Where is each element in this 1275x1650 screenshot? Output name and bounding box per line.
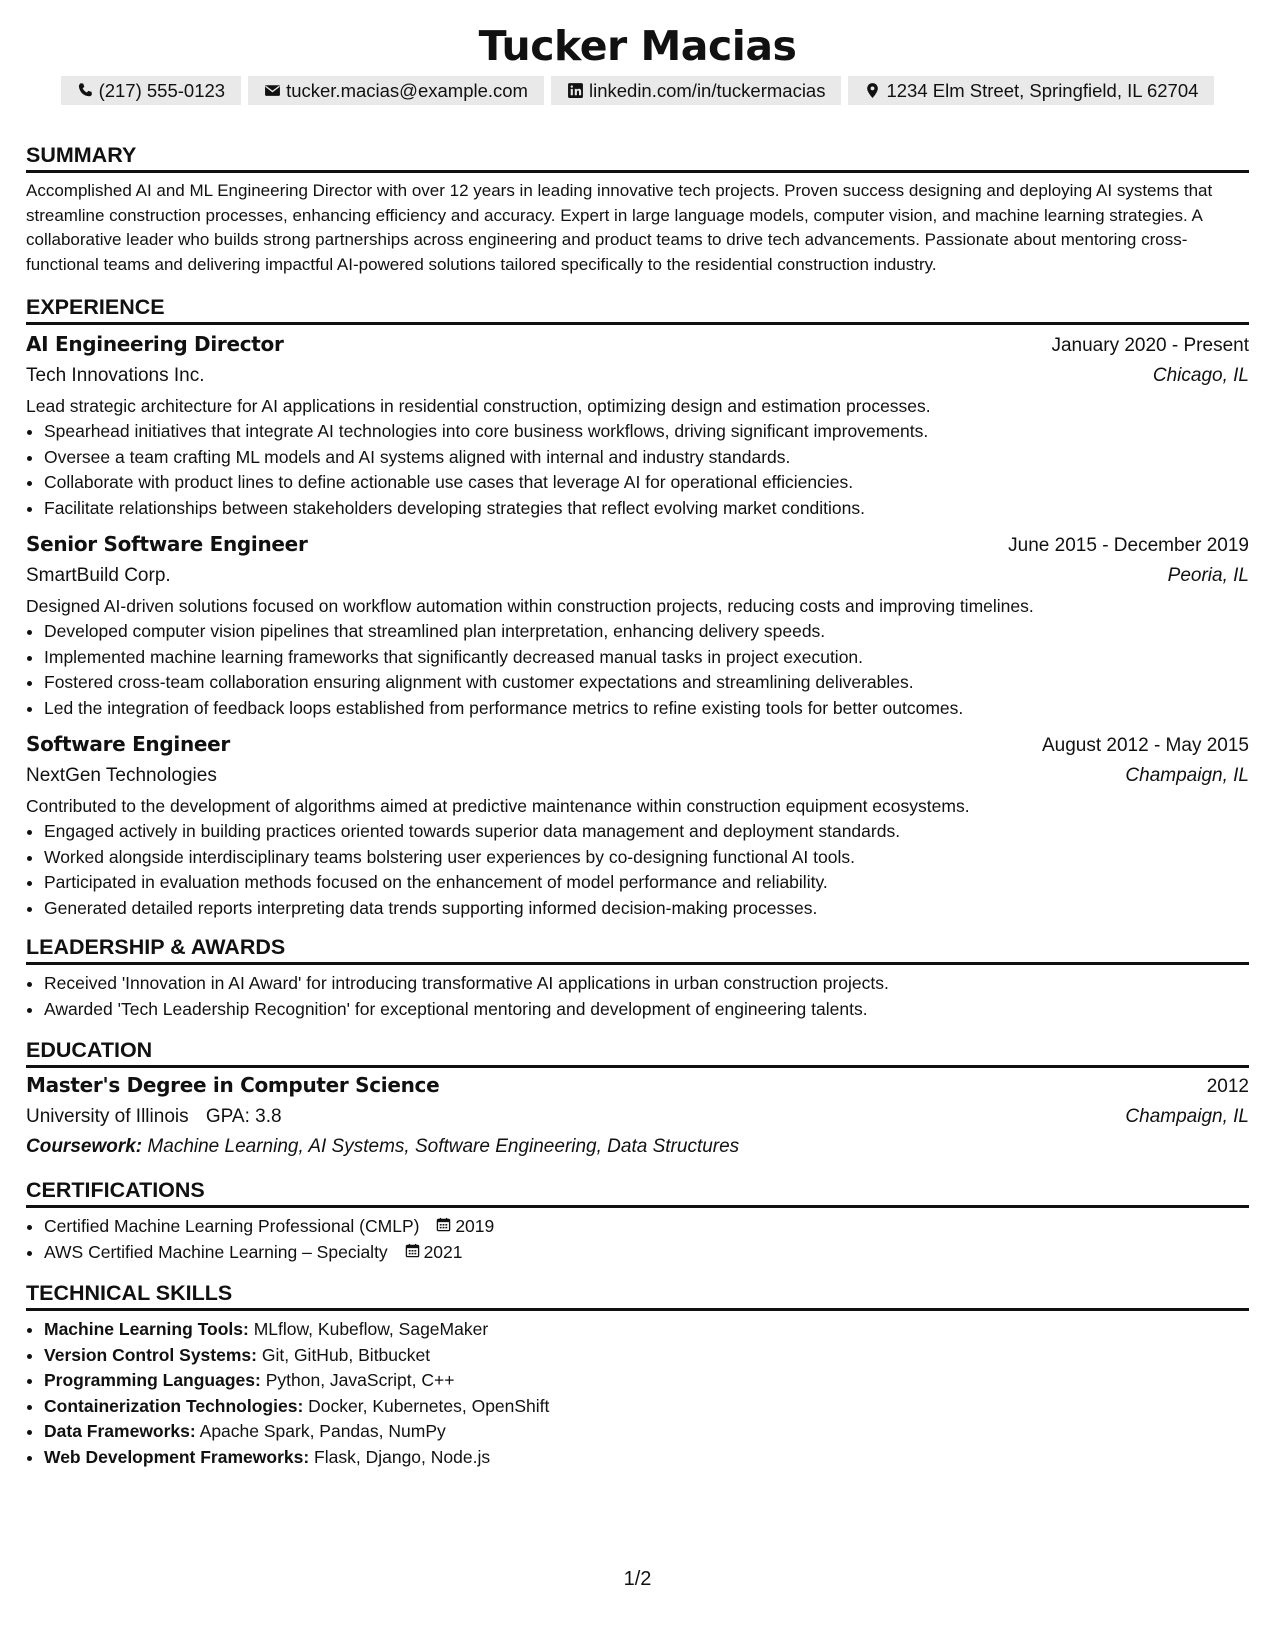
job-dates: June 2015 - December 2019	[1008, 535, 1249, 556]
degree-title: Master's Degree in Computer Science	[26, 1073, 440, 1097]
list-item: • Led the integration of feedback loops established from performance metrics to refine existing tools for better outcomes.	[44, 696, 1249, 722]
awards-list	[26, 971, 1249, 1022]
section-title-leadership: LEADERSHIP & AWARDS	[26, 931, 1249, 965]
contact-bar	[26, 76, 1249, 105]
skill-values: Apache Spark, Pandas, NumPy	[199, 1421, 446, 1441]
school-location: Champaign, IL	[1125, 1106, 1249, 1127]
job-entry	[26, 329, 1249, 521]
list-item: • Facilitate relationships between stakeholders developing strategies that reflect evolving market conditions.	[44, 496, 1249, 522]
list-item: • Received 'Innovation in AI Award' for introducing transformative AI applications in urban construction projects.	[44, 971, 1249, 997]
job-company: NextGen Technologies	[26, 765, 217, 786]
leadership-section	[26, 931, 1249, 1022]
job-bullets	[26, 619, 1249, 721]
contact-phone	[61, 76, 242, 105]
list-item	[44, 1214, 1249, 1240]
list-item	[44, 1445, 1249, 1471]
list-item	[44, 1368, 1249, 1394]
job-location: Champaign, IL	[1125, 765, 1249, 786]
job-title: Senior Software Engineer	[26, 532, 308, 556]
map-marker-icon	[864, 82, 881, 99]
graduation-year: 2012	[1206, 1076, 1249, 1097]
skill-values: Docker, Kubernetes, OpenShift	[308, 1395, 550, 1416]
linkedin-icon	[567, 82, 584, 99]
job-description: Contributed to the development of algorithms aimed at predictive maintenance within construction equipment ecosystems.	[26, 796, 970, 816]
list-item: • Worked alongside interdisciplinary teams bolstering user experiences by co-designing functional AI tools.	[44, 845, 1249, 871]
linkedin-text: linkedin.com/in/tuckermacias	[588, 80, 826, 101]
job-dates: January 2020 - Present	[1051, 335, 1249, 356]
phone-text: (217) 555-0123	[98, 80, 226, 101]
certification-name: Certified Machine Learning Professional (CMLP)	[44, 1216, 420, 1236]
certifications-section	[26, 1174, 1249, 1265]
list-item: • Oversee a team crafting ML models and AI systems aligned with internal and industry standards.	[44, 445, 1249, 471]
experience-section	[26, 291, 1249, 921]
skill-category: Containerization Technologies:	[44, 1395, 304, 1416]
skill-category: Programming Languages:	[44, 1370, 261, 1390]
coursework-label: Coursework:	[26, 1136, 143, 1157]
certification-year: 2021	[423, 1241, 463, 1262]
list-item	[44, 1419, 1249, 1445]
skill-category: Version Control Systems:	[44, 1344, 257, 1365]
list-item: • Spearhead initiatives that integrate AI technologies into core business workflows, driving significant improvements.	[44, 419, 1249, 445]
gpa: GPA: 3.8	[205, 1106, 282, 1127]
education-section	[26, 1034, 1249, 1162]
list-item	[44, 1394, 1249, 1420]
calendar-icon	[405, 1240, 420, 1266]
job-dates: August 2012 - May 2015	[1041, 735, 1249, 756]
skill-values: Flask, Django, Node.js	[314, 1446, 491, 1467]
job-description: Lead strategic architecture for AI applications in residential construction, optimizing design and estimation processes.	[26, 396, 931, 416]
job-description: Designed AI-driven solutions focused on workflow automation within construction projects, reducing costs and improving timelines.	[26, 596, 1034, 616]
certification-name: AWS Certified Machine Learning – Specialty	[44, 1241, 388, 1262]
skill-category: Machine Learning Tools:	[44, 1319, 249, 1339]
summary-text: Accomplished AI and ML Engineering Director with over 12 years in leading innovative tech projects. Proven success designing and deploying AI systems that streamline construction processes, enhancing efficiency and accuracy. Expert in large language models, computer vision, and machine learning strategies. A collaborative leader who builds strong partnerships across engineering and product teams to drive tech advancements. Passionate about mentoring cross-functional teams and delivering impactful AI-powered solutions tailored specifically to the residential construction industry.	[26, 181, 1213, 274]
job-title: Software Engineer	[26, 732, 230, 756]
list-item: • Participated in evaluation methods focused on the enhancement of model performance and reliability.	[44, 870, 1249, 896]
job-entry	[26, 529, 1249, 721]
skill-category: Web Development Frameworks:	[44, 1446, 310, 1467]
candidate-name: Tucker Macias	[478, 22, 797, 70]
coursework-list: Machine Learning, AI Systems, Software Engineering, Data Structures	[147, 1136, 740, 1157]
calendar-icon	[436, 1214, 451, 1240]
list-item	[44, 1317, 1249, 1343]
job-location: Peoria, IL	[1167, 565, 1249, 586]
list-item: • Engaged actively in building practices oriented towards superior data management and deployment standards.	[44, 819, 1249, 845]
envelope-icon	[264, 82, 281, 99]
skill-values: Git, GitHub, Bitbucket	[261, 1344, 431, 1365]
skills-list	[26, 1317, 1249, 1470]
job-company: SmartBuild Corp.	[26, 565, 171, 586]
list-item: • Developed computer vision pipelines that streamlined plan interpretation, enhancing delivery speeds.	[44, 619, 1249, 645]
phone-icon	[77, 82, 94, 99]
certifications-list	[26, 1214, 1249, 1265]
list-item: • Awarded 'Tech Leadership Recognition' for exceptional mentoring and development of engineering talents.	[44, 997, 1249, 1023]
section-title-skills: TECHNICAL SKILLS	[26, 1277, 1249, 1311]
skill-category: Data Frameworks:	[44, 1421, 196, 1441]
list-item: • Implemented machine learning frameworks that significantly decreased manual tasks in project execution.	[44, 645, 1249, 671]
contact-email[interactable]	[248, 76, 544, 105]
coursework	[26, 1132, 1249, 1162]
section-title-education: EDUCATION	[26, 1034, 1249, 1068]
page-number: 1/2	[623, 1568, 652, 1590]
contact-address	[848, 76, 1214, 105]
certification-year: 2019	[455, 1216, 495, 1236]
contact-linkedin[interactable]	[551, 76, 841, 105]
list-item: • Fostered cross-team collaboration ensuring alignment with customer expectations and streamlining deliverables.	[44, 670, 1249, 696]
list-item: • Collaborate with product lines to define actionable use cases that leverage AI for operational efficiencies.	[44, 470, 1249, 496]
job-entry	[26, 729, 1249, 921]
section-title-summary: SUMMARY	[26, 139, 1249, 173]
job-title: AI Engineering Director	[26, 332, 284, 356]
email-text: tucker.macias@example.com	[286, 80, 528, 101]
skill-values: Python, JavaScript, C++	[265, 1370, 455, 1390]
address-text: 1234 Elm Street, Springfield, IL 62704	[886, 80, 1199, 101]
section-title-experience: EXPERIENCE	[26, 291, 1249, 325]
list-item: • Generated detailed reports interpreting data trends supporting informed decision-making processes.	[44, 896, 1249, 922]
list-item	[44, 1343, 1249, 1369]
job-bullets	[26, 419, 1249, 521]
skills-section	[26, 1277, 1249, 1470]
summary-section	[26, 139, 1249, 277]
job-bullets	[26, 819, 1249, 921]
job-location: Chicago, IL	[1152, 365, 1249, 386]
list-item	[44, 1240, 1249, 1266]
section-title-certifications: CERTIFICATIONS	[26, 1174, 1249, 1208]
skill-values: MLflow, Kubeflow, SageMaker	[253, 1319, 489, 1339]
job-company: Tech Innovations Inc.	[26, 365, 205, 386]
school-name: University of Illinois	[26, 1106, 189, 1127]
